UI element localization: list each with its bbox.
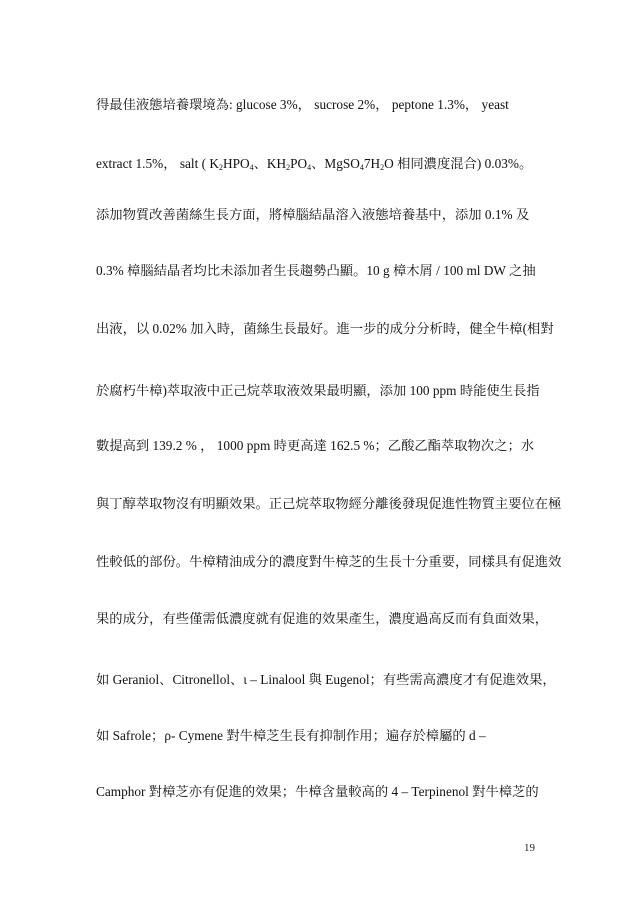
page-number: 19	[524, 842, 535, 854]
text-line-10: 果的成分，有些僅需低濃度就有促進的效果產生，濃度過高反而有負面效果，	[96, 611, 549, 626]
text-line-1: 得最佳液態培養環境為: glucose 3%， sucrose 2%， peptone 1.3%， yeast	[96, 97, 509, 112]
text-line-7: 數提高到 139.2 % ， 1000 ppm 時更高達 162.5 %；乙酸乙酯萃取物次之；水	[96, 438, 535, 453]
text-line-5: 出液，以 0.02% 加入時，菌絲生長最好。進一步的成分分析時，健全牛樟(相對	[96, 321, 554, 336]
text-line-9: 性較低的部份。牛樟精油成分的濃度對牛樟芝的生長十分重要，同樣具有促進效	[96, 554, 562, 569]
text-line-2: extract 1.5%， salt ( $K_2HPO_4$、$KH_2PO_4$、$MgSO_47H_2O$ 相同濃度混合) 0.03%。	[96, 156, 533, 172]
text-line-12: 如 Safrole；ρ- Cymene 對牛樟芝生長有抑制作用；遍存於樟屬的 d –	[96, 728, 486, 743]
text-line-8: 與丁醇萃取物沒有明顯效果。正己烷萃取物經分離後發現促進性物質主要位在極	[96, 496, 562, 511]
text-line-11: 如 Geraniol、Citronellol、ι – Linalool 與 Eugenol；有些需高濃度才有促進效果，	[96, 672, 556, 687]
text-line-4: 0.3% 樟腦結晶者均比未添加者生長趨勢凸顯。10 g 樟木屑 / 100 ml DW 之抽	[96, 263, 536, 278]
text-line-6: 於腐朽牛樟)萃取液中正己烷萃取液效果最明顯，添加 100 ppm 時能使生長指	[96, 383, 540, 398]
text-line-13: Camphor 對樟芝亦有促進的效果；牛樟含量較高的 4 – Terpinenol 對牛樟芝的	[96, 784, 539, 799]
text-line-3: 添加物質改善菌絲生長方面，將樟腦結晶溶入液態培養基中，添加 0.1% 及	[96, 207, 530, 222]
